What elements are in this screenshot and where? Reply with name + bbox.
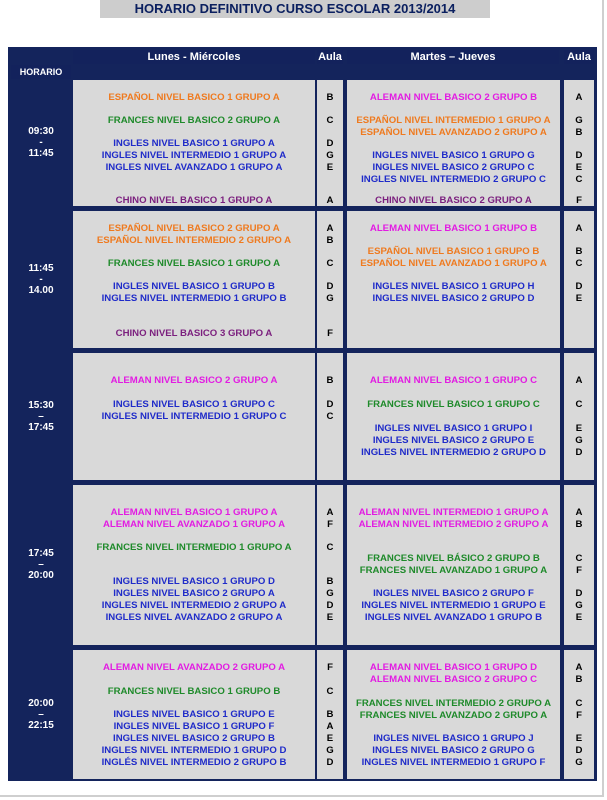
course-entry: INGLÉS NIVEL INTERMEDIO 2 GRUPO B xyxy=(101,757,287,768)
room-letter: D xyxy=(575,150,583,161)
room-letter: A xyxy=(575,223,583,234)
course-entry: INGLES NIVEL INTERMEDIO 2 GRUPO C xyxy=(361,174,546,185)
room-letter: E xyxy=(326,612,334,623)
course-entry: FRANCES NIVEL BASICO 1 GRUPO C xyxy=(367,399,540,410)
room-letter: C xyxy=(326,115,334,126)
course-entry: ALEMAN NIVEL AVANZADO 1 GRUPO A xyxy=(102,519,286,530)
course-entry: INGLES NIVEL BASICO 1 GRUPO H xyxy=(372,281,535,292)
room-letter: B xyxy=(326,576,334,587)
room-letter: G xyxy=(326,293,334,304)
time-slot-3 xyxy=(11,400,71,433)
room-letter: G xyxy=(326,150,334,161)
time-part: 15:30 xyxy=(28,399,54,411)
time-part: - xyxy=(39,273,43,285)
course-entry: INGLES NIVEL BASICO 2 GRUPO D xyxy=(372,293,535,304)
course-entry: INGLES NIVEL BASICO 2 GRUPO E xyxy=(372,435,535,446)
room-letter: B xyxy=(326,709,334,720)
course-entry: ALEMAN NIVEL INTERMEDIO 2 GRUPO A xyxy=(358,519,549,530)
course-entry: ESPAÑOL NIVEL BASICO 1 GRUPO B xyxy=(367,246,540,257)
course-entry: FRANCES NIVEL AVANZADO 2 GRUPO A xyxy=(359,710,548,721)
tue-thu-cell xyxy=(347,353,560,480)
course-entry: INGLES NIVEL BASICO 1 GRUPO J xyxy=(373,733,534,744)
time-part: 17:45 xyxy=(28,548,54,559)
room-letter: F xyxy=(327,519,333,530)
course-entry: CHINO NIVEL BASICO 1 GRUPO A xyxy=(115,195,273,206)
header-lunes-miercoles: Lunes - Miércoles xyxy=(73,50,315,64)
room-letter: E xyxy=(575,612,583,623)
time-part: - xyxy=(39,137,43,148)
room-letter: A xyxy=(326,721,334,732)
course-entry: ESPAÑOL NIVEL AVANZADO 1 GRUPO A xyxy=(360,258,547,269)
course-entry: INGLES NIVEL AVANZADO 2 GRUPO A xyxy=(105,612,283,623)
course-entry: INGLES NIVEL BASICO 1 GRUPO I xyxy=(374,423,533,434)
time-part: 20:00 xyxy=(28,697,54,709)
room-letter: C xyxy=(575,258,583,269)
time-part: 11:45 xyxy=(28,148,54,159)
room-letter: F xyxy=(327,662,333,673)
page-title: HORARIO DEFINITIVO CURSO ESCOLAR 2013/2014 xyxy=(100,0,490,18)
room-letter: G xyxy=(326,745,334,756)
room-letter: C xyxy=(575,399,583,410)
time-part: – xyxy=(38,410,44,422)
course-entry: ALEMAN NIVEL BASICO 2 GRUPO C xyxy=(369,674,538,685)
course-entry: FRANCES NIVEL BÁSICO 2 GRUPO B xyxy=(367,553,540,564)
room-letter: C xyxy=(326,258,334,269)
room-letter: F xyxy=(576,565,582,576)
course-entry: INGLES NIVEL BASICO 2 GRUPO B xyxy=(113,733,275,744)
time-part: 22:15 xyxy=(28,719,54,731)
course-entry: INGLES NIVEL BASICO 2 GRUPO G xyxy=(372,745,535,756)
course-entry: ESPAÑOL NIVEL INTERMEDIO 2 GRUPO A xyxy=(96,235,292,246)
header-aula-1: Aula xyxy=(318,51,342,63)
course-entry: ALEMAN NIVEL BASICO 2 GRUPO A xyxy=(110,375,278,386)
room-letter: A xyxy=(326,223,334,234)
room-letter: G xyxy=(575,757,583,768)
course-entry: ESPAÑOL NIVEL AVANZADO 2 GRUPO A xyxy=(360,127,547,138)
room-letter: A xyxy=(575,92,583,103)
room-letter: A xyxy=(575,662,583,673)
room-letter: C xyxy=(326,411,334,422)
room-letter: A xyxy=(326,195,334,206)
course-entry: INGLES NIVEL BASICO 1 GRUPO D xyxy=(113,576,275,587)
course-entry: ALEMAN NIVEL INTERMEDIO 1 GRUPO A xyxy=(358,507,549,518)
course-entry: ESPAÑOL NIVEL BASICO 2 GRUPO A xyxy=(108,223,280,234)
room-letter: B xyxy=(575,127,583,138)
room-letter: D xyxy=(326,281,334,292)
header-horario: HORARIO xyxy=(11,65,71,79)
course-entry: CHINO NIVEL BASICO 3 GRUPO A xyxy=(115,328,273,339)
room-letter: C xyxy=(575,553,583,564)
room-letter: D xyxy=(575,588,583,599)
course-entry: INGLES NIVEL INTERMEDIO 2 GRUPO D xyxy=(361,447,546,458)
tue-thu-aula-cell xyxy=(564,353,594,480)
time-part: 20:00 xyxy=(28,570,54,581)
room-letter: B xyxy=(326,235,334,246)
time-part: 09:30 xyxy=(28,126,54,137)
time-slot-1 xyxy=(11,126,71,159)
course-entry: INGLES NIVEL INTERMEDIO 1 GRUPO E xyxy=(361,600,546,611)
room-letter: B xyxy=(575,674,583,685)
time-part: – xyxy=(38,559,44,570)
room-letter: D xyxy=(575,281,583,292)
room-letter: F xyxy=(327,328,333,339)
course-entry: INGLES NIVEL BASICO 1 GRUPO A xyxy=(113,138,275,149)
room-letter: F xyxy=(576,195,582,206)
course-entry: INGLES NIVEL AVANZADO 1 GRUPO A xyxy=(105,162,283,173)
room-letter: E xyxy=(575,733,583,744)
header-aula-2: Aula xyxy=(564,50,594,64)
course-entry: INGLES NIVEL INTERMEDIO 1 GRUPO A xyxy=(101,150,287,161)
course-entry: INGLES NIVEL BASICO 1 GRUPO C xyxy=(113,399,275,410)
room-letter: D xyxy=(326,138,334,149)
room-letter: B xyxy=(326,375,334,386)
room-letter: D xyxy=(575,745,583,756)
room-letter: G xyxy=(575,115,583,126)
course-entry: INGLES NIVEL AVANZADO 1 GRUPO B xyxy=(364,612,543,623)
time-part: 17:45 xyxy=(28,421,54,433)
course-entry: ALEMAN NIVEL BASICO 1 GRUPO D xyxy=(369,662,538,673)
room-letter: D xyxy=(575,447,583,458)
room-letter: G xyxy=(575,600,583,611)
room-letter: E xyxy=(326,162,334,173)
course-entry: INGLES NIVEL BASICO 2 GRUPO C xyxy=(372,162,535,173)
course-entry: FRANCES NIVEL AVANZADO 1 GRUPO A xyxy=(359,565,548,576)
course-entry: ALEMAN NIVEL AVANZADO 2 GRUPO A xyxy=(102,662,286,673)
time-part: – xyxy=(38,708,44,720)
room-letter: A xyxy=(326,507,334,518)
room-letter: D xyxy=(326,600,334,611)
room-letter: A xyxy=(575,375,583,386)
room-letter: E xyxy=(575,293,583,304)
time-slot-4 xyxy=(11,548,71,581)
room-letter: C xyxy=(326,686,334,697)
course-entry: ALEMAN NIVEL BASICO 1 GRUPO A xyxy=(110,507,278,518)
room-letter: B xyxy=(575,519,583,530)
course-entry: ALEMAN NIVEL BASICO 1 GRUPO B xyxy=(369,223,538,234)
room-letter: E xyxy=(326,733,334,744)
time-part: 14.00 xyxy=(28,284,54,296)
schedule-table xyxy=(8,47,597,781)
room-letter: E xyxy=(575,162,583,173)
room-letter: D xyxy=(326,399,334,410)
course-entry: FRANCES NIVEL BASICO 1 GRUPO A xyxy=(107,258,281,269)
header-martes-jueves: Martes – Jueves xyxy=(347,50,559,64)
course-entry: ESPAÑOL NIVEL INTERMEDIO 1 GRUPO A xyxy=(356,115,551,126)
room-letter: A xyxy=(575,507,583,518)
room-letter: E xyxy=(575,423,583,434)
room-letter: C xyxy=(326,542,334,553)
course-entry: CHINO NIVEL BASICO 2 GRUPO A xyxy=(375,195,532,206)
room-letter: B xyxy=(575,246,583,257)
room-letter: G xyxy=(575,435,583,446)
course-entry: ALEMAN NIVEL BASICO 2 GRUPO B xyxy=(369,92,538,103)
course-entry: FRANCES NIVEL BASICO 2 GRUPO A xyxy=(107,115,281,126)
course-entry: INGLES NIVEL BASICO 1 GRUPO B xyxy=(113,281,275,292)
course-entry: INGLES NIVEL BASICO 2 GRUPO A xyxy=(113,588,275,599)
room-letter: C xyxy=(575,174,583,185)
room-letter: F xyxy=(576,710,582,721)
course-entry: INGLES NIVEL BASICO 1 GRUPO E xyxy=(113,709,275,720)
course-entry: INGLES NIVEL INTERMEDIO 1 GRUPO D xyxy=(101,745,287,756)
course-entry: FRANCES NIVEL BASICO 1 GRUPO B xyxy=(107,686,281,697)
course-entry: INGLES NIVEL BASICO 1 GRUPO F xyxy=(113,721,275,732)
course-entry: FRANCES NIVEL INTERMEDIO 2 GRUPO A xyxy=(355,698,552,709)
course-entry: INGLES NIVEL INTERMEDIO 1 GRUPO B xyxy=(101,293,287,304)
room-letter: B xyxy=(326,92,334,103)
time-slot-5 xyxy=(11,698,71,731)
room-letter: C xyxy=(575,698,583,709)
course-entry: INGLES NIVEL INTERMEDIO 1 GRUPO F xyxy=(361,757,546,768)
room-letter: D xyxy=(326,757,334,768)
course-entry: INGLES NIVEL INTERMEDIO 1 GRUPO C xyxy=(101,411,287,422)
course-entry: ALEMAN NIVEL BASICO 1 GRUPO C xyxy=(369,375,538,386)
course-entry: ESPAÑOL NIVEL BASICO 1 GRUPO A xyxy=(108,92,280,103)
course-entry: INGLES NIVEL INTERMEDIO 2 GRUPO A xyxy=(101,600,287,611)
course-entry: INGLES NIVEL BASICO 2 GRUPO F xyxy=(373,588,534,599)
time-slot-2 xyxy=(11,263,71,296)
course-entry: INGLES NIVEL BASICO 1 GRUPO G xyxy=(372,150,535,161)
room-letter: G xyxy=(326,588,334,599)
course-entry: FRANCES NIVEL INTERMEDIO 1 GRUPO A xyxy=(96,542,292,553)
time-part: 11:45 xyxy=(28,262,54,274)
